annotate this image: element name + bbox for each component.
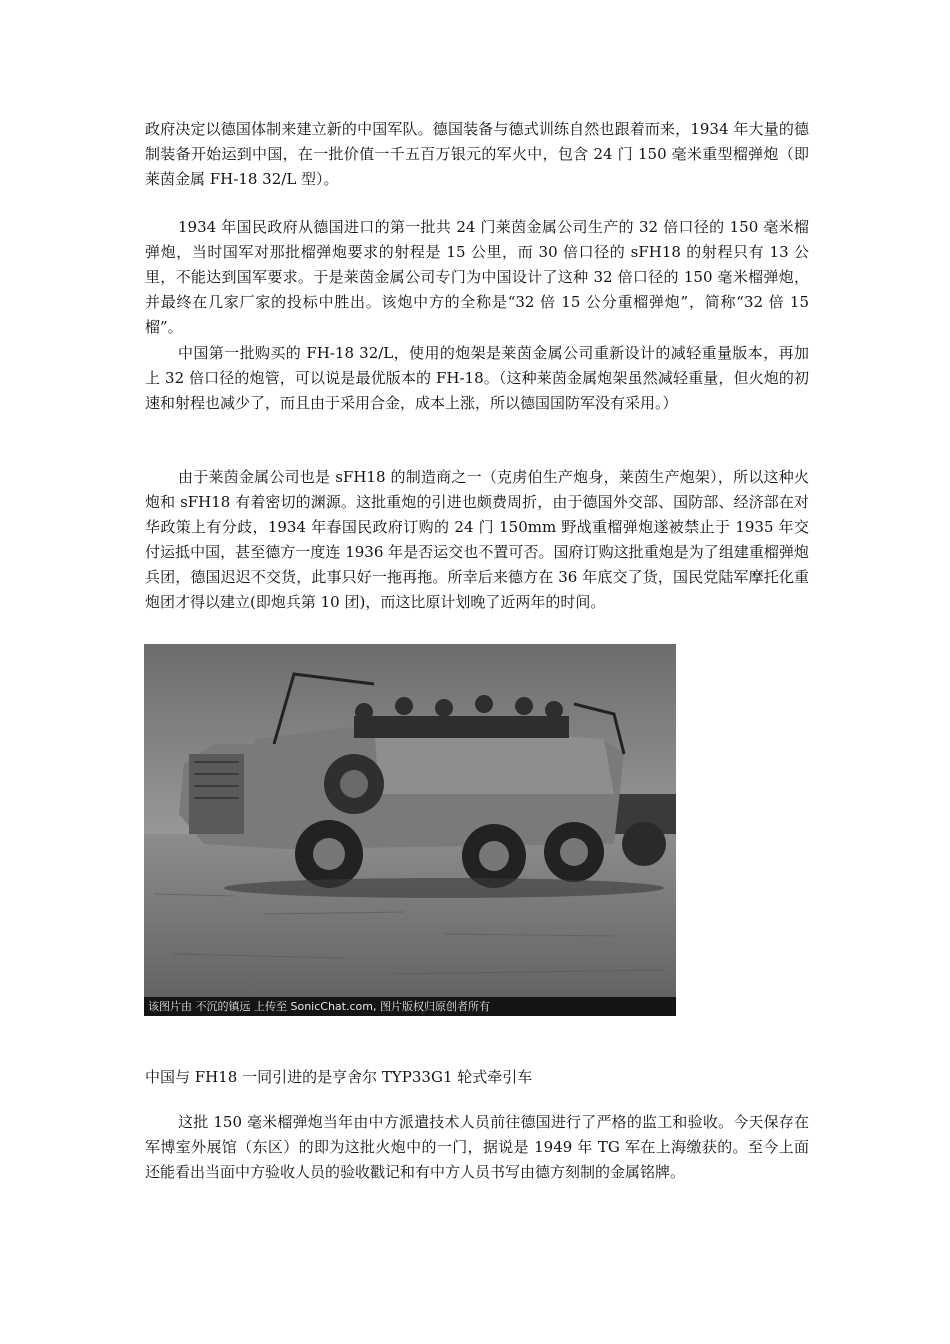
paragraph-2: 1934 年国民政府从德国进口的第一批共 24 门莱茵金属公司生产的 32 倍口径的 150 毫米榴弹炮，当时国军对那批榴弹炮要求的射程是 15 公里，而 30 倍口径的 sFH18 的射程只有 13 公里，不能达到国军要求。于是莱茵金属公司专门为中国设计了这种 32 倍口径的 150 毫米榴弹炮，并最终在几家厂家的投标中胜出。该炮中方的全称是“32 倍 15 公分重榴弹炮”，简称“32 倍 15 榴”。 bbox=[145, 218, 809, 336]
paragraph-5: 这批 150 毫米榴弹炮当年由中方派遣技术人员前往德国进行了严格的监工和验收。今天保存在军博室外展馆（东区）的即为这批火炮中的一门，据说是 1949 年 TG 军在上海缴获的。至今上面还能看出当面中方验收人员的验收戳记和有中方人员书写由德方刻制的金属铭牌。 bbox=[145, 1113, 809, 1181]
figure-caption: 中国与 FH18 一同引进的是亨舍尔 TYP33G1 轮式牵引车 bbox=[145, 1068, 533, 1086]
paragraph-1: 政府决定以德国体制来建立新的中国军队。德国装备与德式训练自然也跟着而来，1934 年大量的德制装备开始运到中国，在一批价值一千五百万银元的军火中，包含 24 门 150 毫米重型榴弹炮（即莱茵金属 FH-18 32/L 型）。 bbox=[145, 120, 809, 188]
paragraph-3: 中国第一批购买的 FH-18 32/L，使用的炮架是莱茵金属公司重新设计的减轻重量版本，再加上 32 倍口径的炮管，可以说是最优版本的 FH-18。（这种莱茵金属炮架虽然减轻重量，但火炮的初速和射程也减少了，而且由于采用合金，成本上涨，所以德国国防军没有采用。） bbox=[145, 344, 809, 412]
paragraph-4: 由于莱茵金属公司也是 sFH18 的制造商之一（克虏伯生产炮身，莱茵生产炮架），所以这种火炮和 sFH18 有着密切的渊源。这批重炮的引进也颇费周折，由于德国外交部、国防部、经济部在对华政策上有分歧，1934 年春国民政府订购的 24 门 150mm 野战重榴弹炮遂被禁止于 1935 年交付运抵中国，甚至德方一度连 1936 年是否运交也不置可否。国府订购这批重炮是为了组建重榴弹炮兵团，德国迟迟不交货，此事只好一拖再拖。所幸后来德方在 36 年底交了货，国民党陆军摩托化重炮团才得以建立(即炮兵第 10 团)，而这比原计划晚了近两年的时间。 bbox=[145, 468, 809, 611]
photo-watermark: 该图片由 不沉的镇远 上传至 SonicChat.com, 图片版权归原创者所有 bbox=[144, 997, 676, 1016]
truck-photo bbox=[144, 644, 676, 1016]
truck-photo-illustration bbox=[144, 644, 676, 1016]
